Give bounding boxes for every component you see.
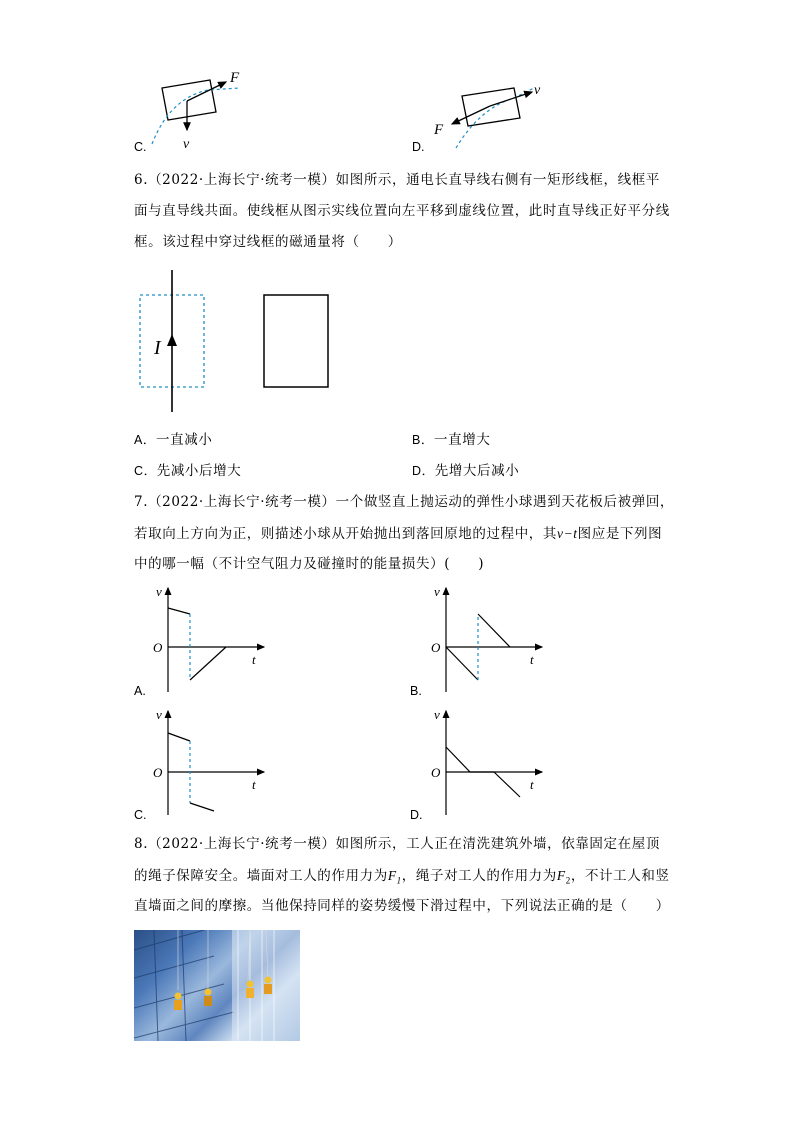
q8-text-line1: 8.（2022·上海长宁·统考一模）如图所示，工人正在清洗建筑外墙，依靠固定在屋顶 [134, 836, 660, 852]
q7-text-line3: 中的哪一幅（不计空气阻力及碰撞时的能量损失）( ) [134, 556, 485, 572]
q7-text-line2: 若取向上方向为正，则描述小球从开始抛出到落回原地的过程中，其v−t图应是下列图 [134, 526, 663, 542]
t-axis-label: t [530, 652, 534, 667]
v-axis-label: v [156, 707, 162, 722]
graph-label-a: A. [134, 684, 146, 698]
origin-label: O [153, 765, 163, 780]
q6-option-b[interactable]: B．一直增大 [412, 432, 491, 448]
v-axis-label: v [434, 707, 440, 722]
building-cleaning-photo [134, 930, 300, 1041]
q5-option-d: D. [412, 140, 425, 154]
q5-figure-c [150, 68, 260, 152]
q6-text-line1: 6.（2022·上海长宁·统考一模）如图所示，通电长直导线右侧有一矩形线框，线框平 [134, 172, 660, 188]
force-label: F [230, 70, 240, 86]
q7-text-line1: 7.（2022·上海长宁·统考一模）一个做竖直上抛运动的弹性小球遇到天花板后被弹回， [134, 494, 675, 510]
t-axis-label: t [252, 777, 256, 792]
graph-label-c: C. [134, 808, 147, 822]
q5-figure-d [430, 76, 550, 152]
origin-label: O [431, 640, 441, 655]
q8-text-line2: 的绳子保障安全。墙面对工人的作用力为$F_1$，绳子对工人的作用力为$F_2$，不计工人和竖 [134, 868, 670, 886]
v-axis-label: v [434, 584, 440, 599]
graph-label-b: B. [410, 684, 422, 698]
t-axis-label: t [252, 652, 256, 667]
t-axis-label: t [530, 777, 534, 792]
v-axis-label: v [156, 584, 162, 599]
vt-graph-d[interactable] [426, 705, 552, 817]
current-label: I [154, 337, 161, 359]
q6-text-line2: 面与直导线共面。使线框从图示实线位置向左平移到虚线位置，此时直导线正好平分线 [134, 203, 670, 219]
vt-graph-b[interactable] [426, 582, 552, 694]
photo-illustration [134, 930, 300, 1041]
velocity-label: v [183, 137, 190, 152]
origin-label: O [153, 640, 163, 655]
q6-figure [134, 262, 344, 418]
q6-option-c[interactable]: C．先减小后增大 [134, 463, 242, 479]
force-label: F [434, 122, 444, 138]
q6-option-a[interactable]: A．一直减小 [134, 432, 213, 448]
q6-text-line3: 框。该过程中穿过线框的磁通量将（ ） [134, 234, 402, 250]
q8-text-line3: 直墙面之间的摩擦。当他保持同样的姿势缓慢下滑过程中，下列说法正确的是（ ） [134, 898, 670, 914]
velocity-label: v [534, 83, 541, 98]
q6-option-d[interactable]: D．先增大后减小 [412, 463, 520, 479]
vt-graph-c[interactable] [148, 705, 274, 817]
vt-graph-a[interactable] [148, 582, 274, 694]
graph-label-d: D. [410, 808, 423, 822]
origin-label: O [431, 765, 441, 780]
q5-option-c: C. [134, 140, 147, 154]
